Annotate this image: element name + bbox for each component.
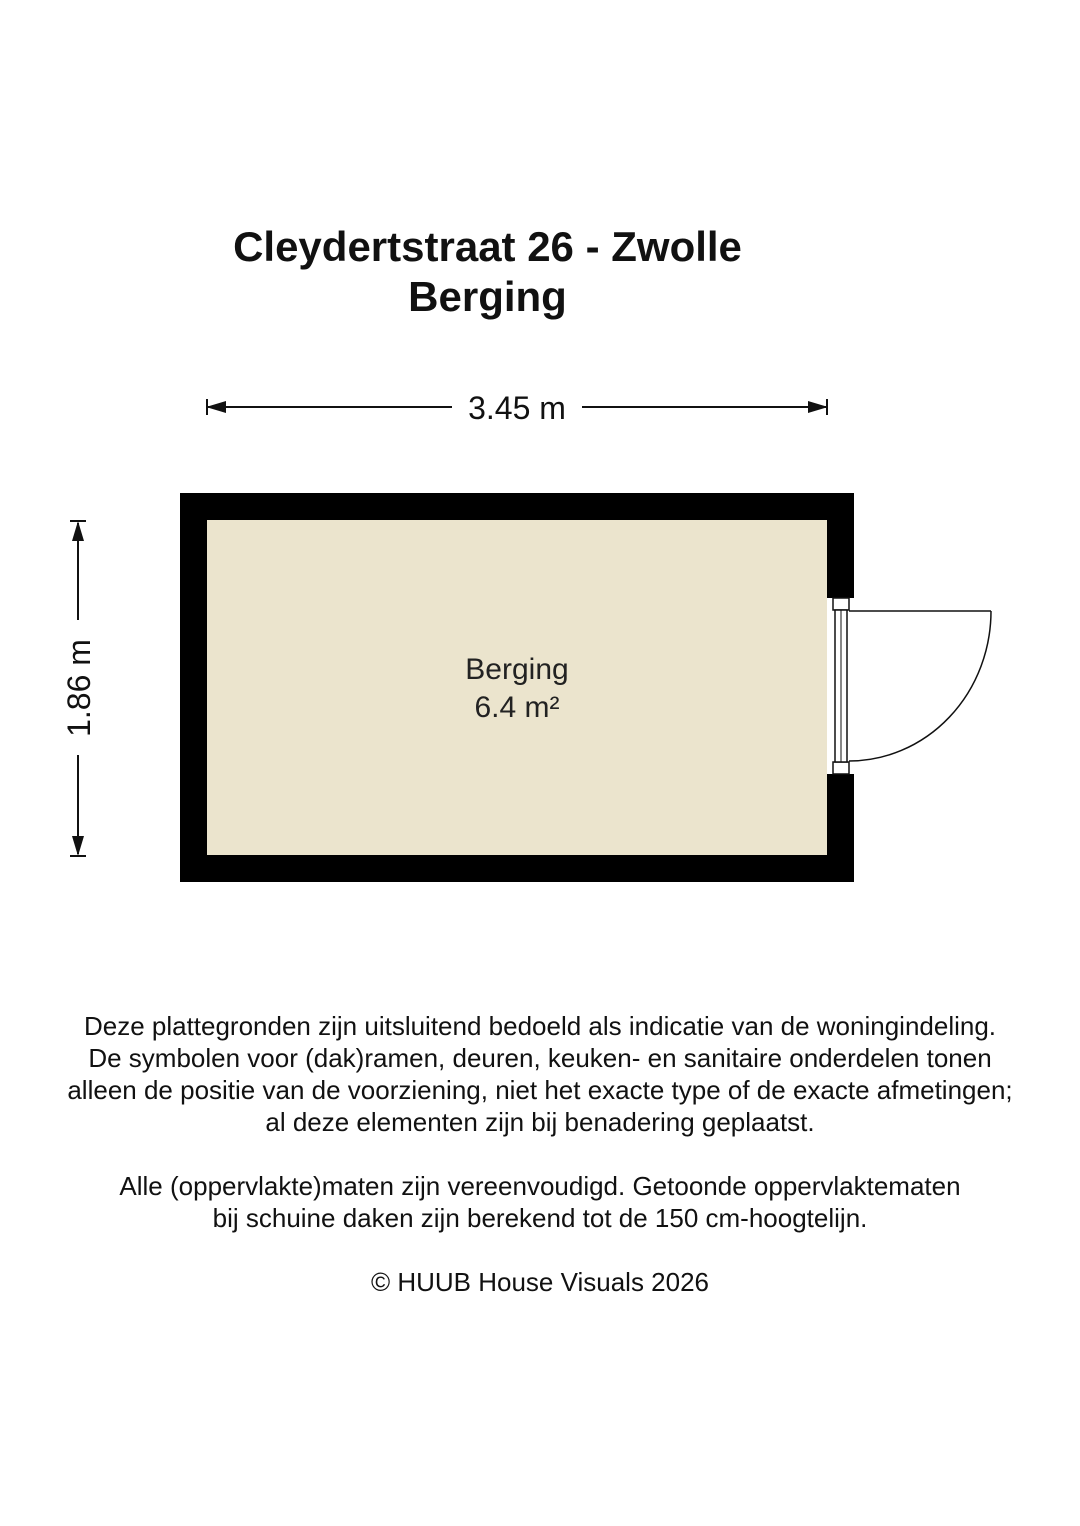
address-title: Cleydertstraat 26 - Zwolle	[233, 223, 742, 270]
width-arrow-left-icon	[206, 401, 226, 413]
door-jamb-bottom	[833, 762, 849, 774]
disclaimer-line: al deze elementen zijn bij benadering geplaatst.	[265, 1107, 815, 1137]
width-dimension-label: 3.45 m	[468, 390, 566, 426]
room-name-label: Berging	[465, 653, 569, 686]
depth-arrow-top-icon	[72, 521, 84, 541]
door-icon	[833, 598, 991, 774]
width-dimension	[206, 390, 828, 426]
disclaimer-paragraph-1	[0, 1010, 1080, 1138]
disclaimer-line: alleen de positie van de voorziening, niet het exacte type of de exacte afmetingen;	[67, 1075, 1013, 1105]
depth-dimension-label: 1.86 m	[61, 639, 97, 737]
floor-title: Berging	[408, 273, 567, 320]
room-area-label: 6.4 m²	[474, 691, 560, 724]
room-berging	[180, 493, 991, 882]
disclaimer-line: Deze plattegronden zijn uitsluitend bedoeld als indicatie van de woningindeling.	[83, 1011, 997, 1041]
disclaimer-paragraph-2	[0, 1170, 1080, 1234]
depth-dimension	[61, 521, 97, 856]
door-jamb-top	[833, 598, 849, 610]
room-floor	[207, 520, 827, 855]
copyright-notice: © HUUB House Visuals 2026	[370, 1267, 710, 1297]
depth-arrow-bottom-icon	[72, 836, 84, 856]
door-swing-arc	[849, 611, 991, 761]
width-arrow-right-icon	[808, 401, 828, 413]
disclaimer-line: bij schuine daken zijn berekend tot de 150 cm-hoogtelijn.	[212, 1203, 868, 1233]
disclaimer-line: Alle (oppervlakte)maten zijn vereenvoudigd. Getoonde oppervlaktematen	[119, 1171, 961, 1201]
disclaimer-line: De symbolen voor (dak)ramen, deuren, keuken- en sanitaire onderdelen tonen	[88, 1043, 992, 1073]
disclaimer	[0, 1010, 1080, 1330]
